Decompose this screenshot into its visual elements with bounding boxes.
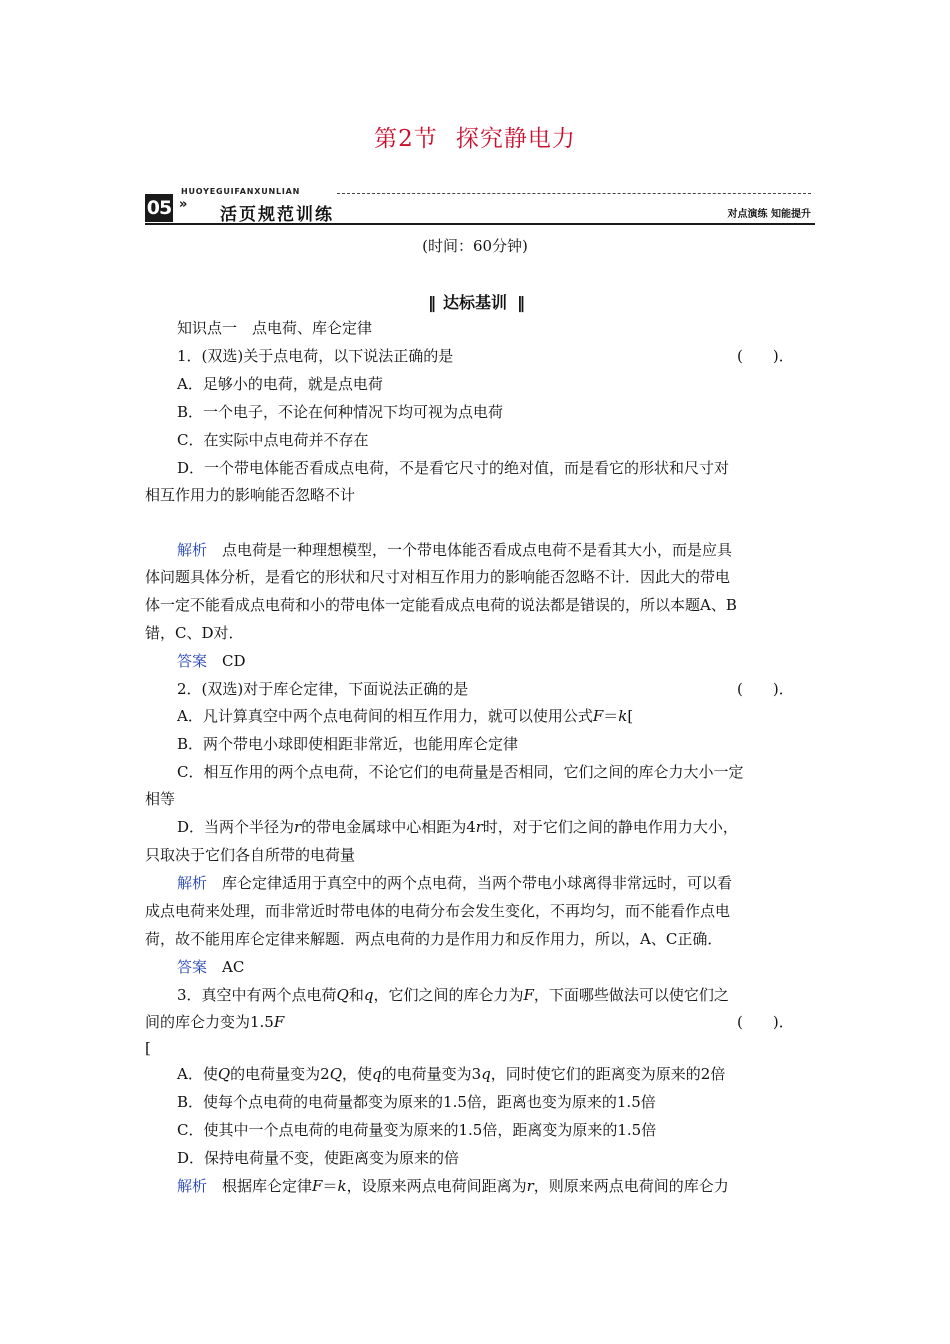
q1-analysis-line3: 体一定不能看成点电荷和小的带电体一定能看成点电荷的说法都是错误的，所以本题A、B	[145, 596, 737, 614]
q2-option-c-line2: 相等	[145, 790, 176, 808]
q2-option-c-line1: C．相互作用的两个点电荷，不论它们的电荷量是否相同，它们之间的库仑力大小一定	[177, 763, 744, 781]
q3-stray-bracket: [	[145, 1039, 151, 1057]
banner-pinyin: HUOYEGUIFANXUNLIAN	[181, 187, 301, 196]
double-chevron-icon: »	[179, 197, 188, 212]
q3-stem-line1: 3．真空中有两个点电荷Q和q，它们之间的库仑力为F，下面哪些做法可以使它们之	[177, 986, 729, 1004]
q2-option-d-line2: 只取决于它们各自所带的电荷量	[145, 846, 356, 864]
q1-analysis-label: 解析	[177, 541, 208, 559]
banner-tag: 对点演练 知能提升	[727, 209, 811, 220]
heading-bar-left: ‖	[427, 293, 433, 312]
section-heading-text: 达标基训	[442, 293, 507, 312]
q2-stem: 2．(双选)对于库仑定律，下面说法正确的是	[177, 680, 469, 698]
q1-answer-label: 答案	[177, 652, 208, 670]
q1-analysis-line1: 解析 点电荷是一种理想模型，一个带电体能否看成点电荷不是看其大小，而是应具	[177, 541, 733, 559]
q2-analysis-line3: 荷，故不能用库仑定律来解题．两点电荷的力是作用力和反作用力，所以，A、C正确．	[145, 930, 723, 948]
q1-analysis-line2: 体问题具体分析，是看它的形状和尺寸对相互作用力的影响能否忽略不计．因此大的带电	[145, 568, 731, 586]
q2-answer-value: AC	[222, 958, 245, 976]
q1-answer-value: CD	[222, 652, 246, 670]
q3-answer-paren: ( )．	[737, 1013, 794, 1031]
q1-stem: 1．(双选)关于点电荷，以下说法正确的是	[177, 347, 454, 365]
q1-answer-paren: ( )．	[737, 347, 794, 365]
page-title	[0, 120, 950, 153]
banner-name: 活页规范训练	[220, 205, 334, 225]
time-note: (时间：60分钟)	[422, 237, 528, 255]
q3-analysis-line1: 解析 根据库仑定律F＝k，设原来两点电荷间距离为r，则原来两点电荷间的库仑力	[177, 1177, 729, 1195]
q2-answer-paren: ( )．	[737, 680, 794, 698]
practice-banner	[145, 183, 815, 225]
q3-stem-line2: 间的库仑力变为1.5F	[145, 1013, 285, 1031]
q1-option-a: A．足够小的电荷，就是点电荷	[177, 375, 383, 393]
q2-analysis-label: 解析	[177, 874, 208, 892]
q1-option-d-line2: 相互作用力的影响能否忽略不计	[145, 486, 356, 504]
q2-option-a: A．凡计算真空中两个点电荷间的相互作用力，就可以使用公式F＝k[	[177, 707, 634, 725]
q3-option-a: A．使Q的电荷量变为2Q，使q的电荷量变为3q，同时使它们的距离变为原来的2倍	[177, 1065, 726, 1083]
q3-option-b: B．使每个点电荷的电荷量都变为原来的1.5倍，距离也变为原来的1.5倍	[177, 1093, 656, 1111]
q1-answer	[177, 651, 246, 671]
section-topic: 探究静电力	[455, 126, 576, 152]
banner-dashed-line	[337, 193, 811, 194]
q2-option-d-line1: D．当两个半径为r的带电金属球中心相距为4r时，对于它们之间的静电作用力大小，	[177, 818, 738, 836]
q2-option-b: B．两个带电小球即使相距非常近，也能用库仑定律	[177, 735, 519, 753]
heading-bar-right: ‖	[517, 293, 522, 312]
q1-analysis-line4: 错，C、D对．	[145, 624, 244, 642]
section-heading	[0, 290, 950, 313]
banner-number: 05	[145, 194, 173, 222]
q1-option-b: B．一个电子，不论在何种情况下均可视为点电荷	[177, 403, 504, 421]
q2-analysis-line1: 解析 库仑定律适用于真空中的两个点电荷，当两个带电小球离得非常远时，可以看	[177, 874, 733, 892]
q3-option-c: C．使其中一个点电荷的电荷量变为原来的1.5倍，距离变为原来的1.5倍	[177, 1121, 657, 1139]
banner-rule	[145, 223, 815, 225]
q1-option-c: C．在实际中点电荷并不存在	[177, 431, 369, 449]
q2-answer-label: 答案	[177, 958, 208, 976]
q3-analysis-label: 解析	[177, 1177, 208, 1195]
knowledge-point: 知识点一 点电荷、库仑定律	[177, 319, 373, 337]
section-number: 第2节	[374, 126, 438, 152]
q1-option-d-line1: D．一个带电体能否看成点电荷，不是看它尺寸的绝对值，而是看它的形状和尺寸对	[177, 459, 730, 477]
q2-analysis-line2: 成点电荷来处理，而非常近时带电体的电荷分布会发生变化，不再均匀，而不能看作点电	[145, 902, 731, 920]
q3-option-d: D．保持电荷量不变，使距离变为原来的倍	[177, 1149, 460, 1167]
q2-answer	[177, 957, 244, 977]
